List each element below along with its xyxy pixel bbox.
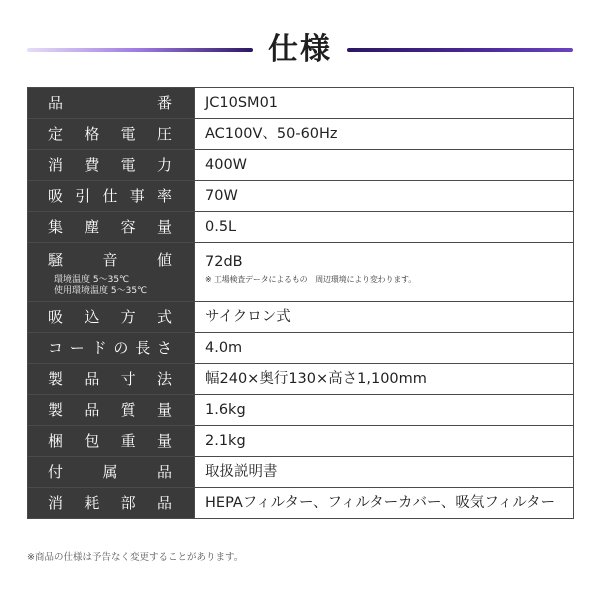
spec-label: 消耗部品: [48, 494, 172, 512]
spec-label-cell: [28, 395, 195, 426]
spec-label-cell: [28, 212, 195, 243]
spec-value-cell: [195, 488, 574, 519]
spec-table: [27, 87, 574, 519]
spec-value: 2.1kg: [205, 433, 246, 449]
spec-row-consumables: [28, 488, 574, 519]
spec-label-cell: [28, 150, 195, 181]
spec-label: 製品質量: [48, 401, 172, 419]
spec-value: HEPAフィルター、フィルターカバー、吸気フィルター: [205, 495, 556, 511]
spec-row-power-consumption: [28, 150, 574, 181]
spec-value-cell: [195, 426, 574, 457]
title-divider-left: [27, 48, 253, 52]
spec-label: 吸引仕事率: [48, 187, 172, 205]
spec-value: 1.6kg: [205, 402, 246, 418]
footnote: ※商品の仕様は予告なく変更することがあります。: [27, 552, 244, 563]
spec-label: コードの長さ: [48, 339, 172, 357]
spec-value: 72dB: [205, 253, 243, 270]
spec-value-note: ※ 工場検査データによるもの 周辺環境により変わります。: [205, 274, 417, 284]
spec-label-cell: [28, 333, 195, 364]
spec-value-cell: [195, 333, 574, 364]
spec-value-cell: [195, 212, 574, 243]
spec-value: 取扱説明書: [205, 464, 278, 480]
spec-label-cell: [28, 181, 195, 212]
spec-label-cell: [28, 488, 195, 519]
section-header: [0, 28, 600, 72]
spec-value-cell: [195, 457, 574, 488]
spec-row-dimensions: [28, 364, 574, 395]
spec-label-cell: [28, 302, 195, 333]
spec-label-cell: [28, 457, 195, 488]
spec-row-product-weight: [28, 395, 574, 426]
spec-row-dust-capacity: [28, 212, 574, 243]
spec-label: 梱包重量: [48, 432, 172, 450]
spec-value-cell: [195, 119, 574, 150]
spec-row-cord-length: [28, 333, 574, 364]
spec-label-cell: [28, 364, 195, 395]
spec-label: 品番: [48, 94, 172, 112]
spec-value-cell: [195, 302, 574, 333]
spec-row-suction-method: [28, 302, 574, 333]
spec-value: サイクロン式: [205, 309, 291, 325]
spec-value-cell: [195, 150, 574, 181]
spec-label: 集塵容量: [48, 218, 172, 236]
spec-row-model-number: [28, 88, 574, 119]
spec-label: 定格電圧: [48, 125, 172, 143]
spec-label-cell: [28, 243, 195, 302]
spec-value-cell: [195, 243, 574, 302]
spec-value: JC10SM01: [205, 95, 279, 111]
spec-row-package-weight: [28, 426, 574, 457]
spec-label: 消費電力: [48, 156, 172, 174]
spec-value: 幅240×奥行130×高さ1,100mm: [205, 371, 427, 387]
spec-value: 4.0m: [205, 340, 243, 356]
spec-value-cell: [195, 364, 574, 395]
spec-label: 製品寸法: [48, 370, 172, 388]
spec-label-cell: [28, 426, 195, 457]
spec-value: 70W: [205, 188, 238, 204]
spec-label-cell: [28, 119, 195, 150]
spec-row-rated-voltage: [28, 119, 574, 150]
spec-label-cell: [28, 88, 195, 119]
spec-value-cell: [195, 88, 574, 119]
spec-row-noise-level: [28, 243, 574, 302]
spec-row-suction-power: [28, 181, 574, 212]
spec-value: AC100V、50-60Hz: [205, 126, 338, 142]
spec-value: 0.5L: [205, 219, 237, 235]
title-divider-right: [347, 48, 573, 52]
spec-label: 付属品: [48, 463, 172, 481]
spec-label: 吸込方式: [48, 308, 172, 326]
spec-value-cell: [195, 395, 574, 426]
spec-label: 騒音値: [48, 251, 172, 269]
spec-label-note: 使用環境温度 5～35℃: [54, 286, 148, 296]
spec-row-accessories: [28, 457, 574, 488]
spec-value: 400W: [205, 157, 248, 173]
spec-label-note: 環境温度 5～35℃: [54, 275, 130, 285]
spec-value-cell: [195, 181, 574, 212]
page-title: 仕様: [268, 32, 332, 67]
